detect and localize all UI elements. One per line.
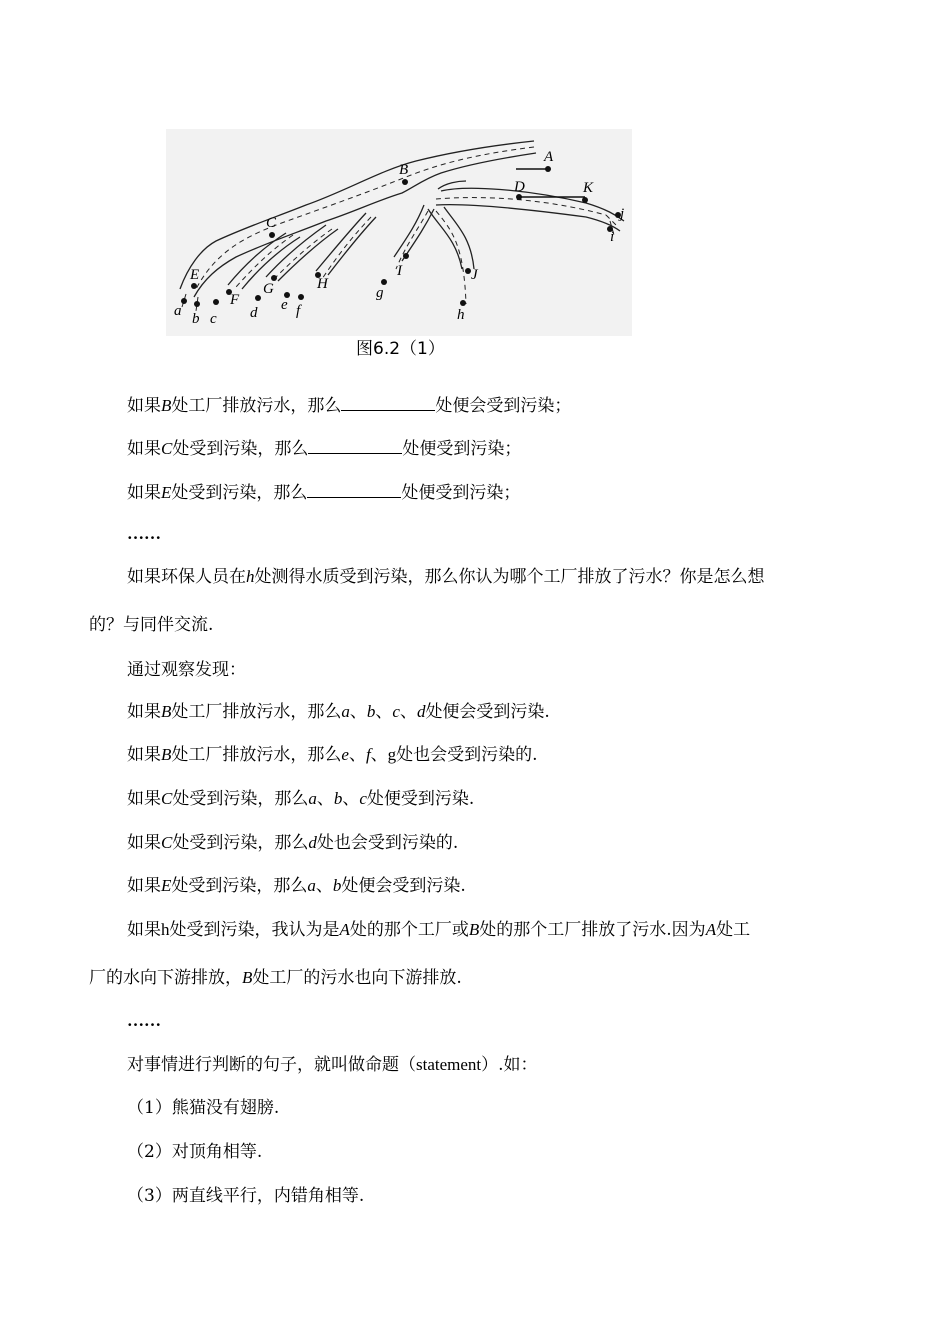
text: 处受到污染，那么 [171,483,308,503]
text: 处的那个工厂排放了污水.因为 [479,920,706,940]
label-d: d [250,305,258,321]
observation-6 [127,920,750,940]
label-A: A [544,149,554,165]
text: 如果环保人员在 [127,567,246,587]
label-F: F [230,292,240,308]
example-1: （1）熊猫没有翅膀. [127,1098,280,1118]
observation-3 [127,789,474,809]
text: 对事情进行判断的句子，就叫做命题（ [127,1055,416,1075]
label-D: D [514,179,525,195]
var: C [161,439,173,458]
var: a [307,876,316,895]
example-2: （2）对顶角相等. [127,1142,263,1162]
text: 处工厂排放污水，那么 [171,702,342,722]
answer-blank[interactable] [308,437,402,454]
text: 处受到污染，那么 [172,439,309,459]
var: B [161,396,172,415]
label-B: B [399,162,409,178]
label-H: H [317,276,328,292]
label-C: C [266,215,277,231]
figure-caption: 图6.2（1） [356,339,445,359]
text: 处测得水质受到污染，那么你认为哪个工厂排放了污水？你是怎么想 [254,567,765,587]
sep: 、 [375,702,393,722]
sep: 、 [315,876,333,896]
question-2 [127,437,521,459]
text: 如果 [127,789,161,809]
var: b [332,876,342,895]
var: f [365,745,371,764]
sep: 、 [399,702,417,722]
text: 处也会受到污染的. [316,833,459,853]
var: d [308,833,317,852]
var: C [161,833,173,852]
text: 处工厂的污水也向下游排放. [252,968,462,988]
var: h [246,567,255,586]
definition [127,1055,538,1075]
sep: 、 [370,745,388,765]
text: 处受到污染，那么 [171,876,308,896]
sep: 、 [342,789,360,809]
text: 处便受到污染； [402,439,522,459]
label-c: c [210,311,217,327]
text: 处便会受到污染. [425,702,550,722]
label-i: i [610,229,615,245]
text: 处便会受到污染. [341,876,466,896]
example-3: （3）两直线平行，内错角相等. [127,1186,365,1206]
text: 厂的水向下游排放， [89,968,242,988]
text: 如果 [127,745,161,765]
var: E [161,876,172,895]
question-3 [127,481,520,503]
ellipsis-2: …… [127,1011,161,1030]
text: 处受到污染，那么 [172,789,309,809]
var: b [366,702,376,721]
var: c [359,789,367,808]
observation-title: 通过观察发现： [127,660,246,680]
label-G: G [263,281,274,297]
term-english: statement [416,1055,482,1074]
sep: 、 [316,789,334,809]
var: e [341,745,349,764]
label-h: h [457,307,465,323]
var: B [242,968,253,987]
var: c [392,702,400,721]
text: 处工厂排放污水，那么 [171,396,342,416]
text: 处工厂排放污水，那么 [171,745,342,765]
question-1 [127,394,571,416]
text: 处工 [716,920,751,940]
label-f: f [296,303,301,319]
question-4 [127,567,765,587]
label-b: b [192,311,200,327]
text: 处受到污染，我认为是 [169,920,340,940]
text: 处也会受到污染的. [396,745,538,765]
observation-5 [127,876,466,896]
label-j: j [620,206,625,222]
var: B [161,702,172,721]
sep: 、 [349,702,367,722]
var: B [468,920,480,939]
label-I: I [397,263,402,279]
var: A [339,920,350,939]
river-figure [166,129,632,336]
var: B [161,745,172,764]
text: 如果 [127,920,161,940]
text: 处受到污染，那么 [172,833,309,853]
text: 处便受到污染. [366,789,475,809]
label-e: e [281,297,288,313]
text: 如果 [127,396,161,416]
label-K: K [583,180,594,196]
text: 处便受到污染； [401,483,521,503]
var: g [387,745,397,764]
var: C [161,789,173,808]
var: A [705,920,717,939]
text: 如果 [127,702,161,722]
text: ）.如： [481,1055,538,1075]
var: E [161,483,172,502]
text: 如果 [127,439,161,459]
var: b [333,789,343,808]
answer-blank[interactable] [341,394,435,411]
observation-6-cont [89,968,462,988]
observation-2 [127,745,538,765]
text: 处的那个工厂或 [349,920,469,940]
answer-blank[interactable] [307,481,401,498]
river-diagram [166,129,632,336]
label-g: g [376,285,384,301]
text: 如果 [127,833,161,853]
var: d [416,702,426,721]
sep: 、 [348,745,366,765]
ellipsis-1: …… [127,524,161,543]
label-J: J [471,267,478,283]
text: 处便会受到污染； [435,396,572,416]
label-a: a [174,303,182,319]
question-4-cont: 的？与同伴交流. [89,615,214,635]
text: 如果 [127,876,161,896]
var: a [341,702,350,721]
text: 如果 [127,483,161,503]
var: a [308,789,317,808]
observation-4 [127,833,458,853]
observation-1 [127,702,550,722]
var: h [161,920,170,939]
label-E: E [190,267,200,283]
